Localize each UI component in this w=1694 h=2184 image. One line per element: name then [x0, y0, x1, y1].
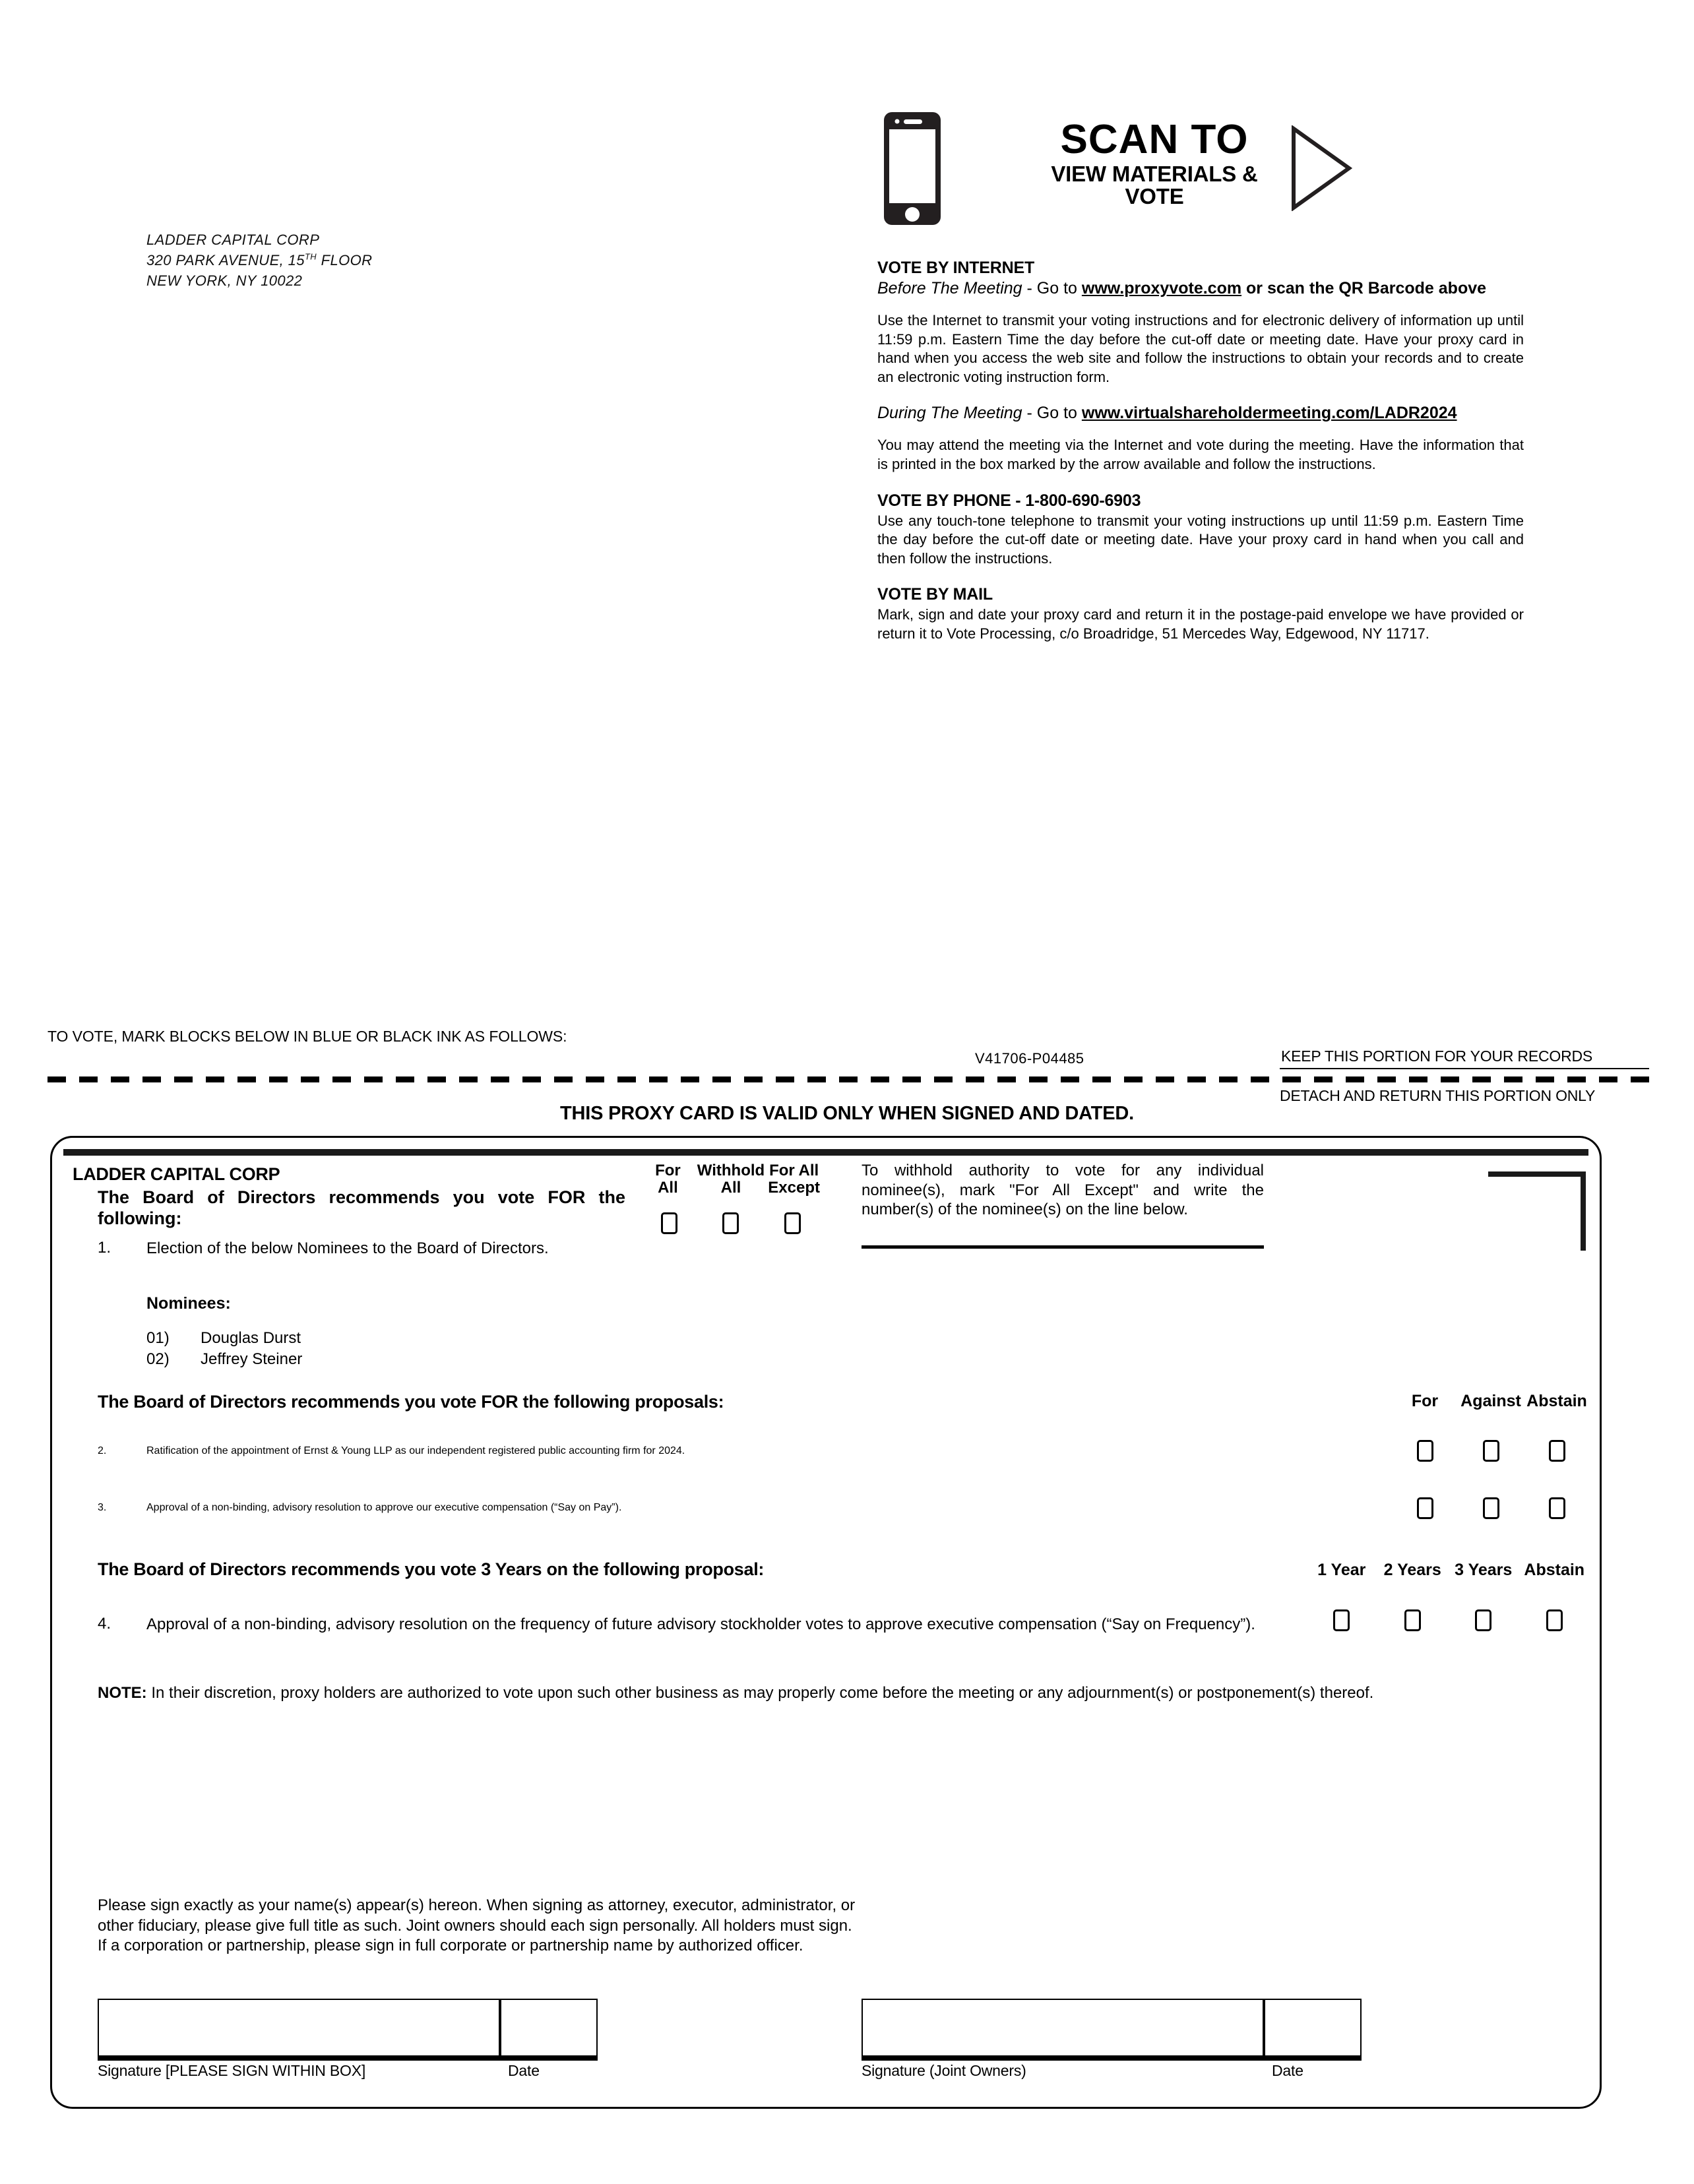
vote-by-mail-body: Mark, sign and date your proxy card and return it in the postage-paid envelope we have provided or return it to Vote Processing, c/o Broadridge, 51 Mercedes Way, Edgewood, NY 11717. — [877, 606, 1524, 642]
column-against: Against — [1460, 1392, 1521, 1410]
vote-by-phone-body: Use any touch-tone telephone to transmit your voting instructions up until 11:59 p.m. Eastern Time the day before the cut-off date or meeting date. Have your proxy card in hand when you call and then follow the instructions. — [877, 512, 1524, 567]
mark-blocks-note: TO VOTE, MARK BLOCKS BELOW IN BLUE OR BLACK INK AS FOLLOWS: — [47, 1028, 567, 1045]
proposal-2-number: 2. — [98, 1445, 107, 1456]
card-top-bar — [63, 1149, 1588, 1156]
signature-date-input[interactable] — [500, 1999, 598, 2057]
column-for-all-except: For All Except — [768, 1162, 820, 1197]
recommendation-for-following: The Board of Directors recommends you vote FOR the following: — [98, 1187, 625, 1228]
scan-to-subtitle: VIEW MATERIALS & VOTE — [1051, 161, 1258, 209]
checkbox-prop4-3-years[interactable] — [1475, 1609, 1491, 1631]
checkbox-prop2-for[interactable] — [1417, 1440, 1433, 1462]
triangle-arrow-icon — [1290, 125, 1352, 214]
address-company: LADDER CAPITAL CORP — [146, 232, 320, 248]
proposal-1-text: Election of the below Nominees to the Board of Directors. — [146, 1239, 549, 1257]
proposal-3-vote-boxes — [1392, 1497, 1590, 1519]
checkbox-prop2-against[interactable] — [1483, 1440, 1499, 1462]
joint-signature-rule — [862, 2057, 1362, 2061]
proposal-1-number: 1. — [98, 1239, 111, 1257]
recommendation-frequency: The Board of Directors recommends you vote 3 Years on the following proposal: — [98, 1559, 765, 1579]
joint-signature-input[interactable] — [862, 1999, 1264, 2057]
control-number-corner-bracket — [1488, 1171, 1586, 1251]
joint-signature-date-caption: Date — [1272, 2062, 1303, 2079]
detach-portion-label: DETACH AND RETURN THIS PORTION ONLY — [1280, 1087, 1596, 1104]
during-meeting-body: You may attend the meeting via the Internet and vote during the meeting. Have the information that is printed in the box marked by the arrow available and follow the instructions. — [877, 437, 1524, 472]
nominees-list — [146, 1328, 302, 1370]
column-withhold-all: Withhold All — [697, 1162, 765, 1197]
column-abstain: Abstain — [1524, 1561, 1585, 1579]
checkbox-prop3-against[interactable] — [1483, 1497, 1499, 1519]
before-meeting-line: Before The Meeting - Go to www.proxyvote.com or scan the QR Barcode above — [877, 279, 1487, 297]
valid-when-signed-notice: THIS PROXY CARD IS VALID ONLY WHEN SIGNED AND DATED. — [560, 1103, 1134, 1124]
list-item — [146, 1328, 302, 1349]
nominee-name: Douglas Durst — [201, 1329, 301, 1347]
vote-by-phone-heading: VOTE BY PHONE - 1-800-690-6903 — [877, 491, 1141, 510]
checkbox-prop4-1-year[interactable] — [1333, 1609, 1350, 1631]
scan-to-title: SCAN TO — [1060, 117, 1249, 162]
joint-signature-caption: Signature (Joint Owners) — [862, 2062, 1026, 2079]
proposal-4-vote-boxes — [1306, 1609, 1590, 1631]
mailing-address — [146, 230, 608, 292]
recommendation-for-proposals: The Board of Directors recommends you vote FOR the following proposals: — [98, 1392, 724, 1412]
checkbox-prop3-for[interactable] — [1417, 1497, 1433, 1519]
column-3-years: 3 Years — [1455, 1561, 1513, 1579]
checkbox-prop4-2-years[interactable] — [1404, 1609, 1421, 1631]
nominee-index: 01) — [146, 1329, 170, 1347]
column-abstain: Abstain — [1526, 1392, 1587, 1410]
voting-instructions — [877, 259, 1524, 644]
note-text: In their discretion, proxy holders are authorized to vote upon such other business as may properly come before the meeting or any adjournment(s) or postponement(s) thereof. — [146, 1684, 1374, 1702]
proposal-3-text: Approval of a non-binding, advisory resolution to approve our executive compensation (“Say on Pay”). — [146, 1502, 622, 1513]
proposal-3-number: 3. — [98, 1502, 107, 1513]
checkbox-prop1-withhold-all[interactable] — [722, 1212, 739, 1234]
note-label: NOTE: — [98, 1684, 147, 1702]
control-number: V41706-P04485 — [975, 1050, 1084, 1067]
tear-line — [47, 1076, 1649, 1082]
during-meeting-line: During The Meeting - Go to www.virtualshareholdermeeting.com/LADR2024 — [877, 404, 1457, 423]
nominee-index: 02) — [146, 1350, 170, 1369]
withhold-authority-note: To withhold authority to vote for any individual nominee(s), mark "For All Except" and write the number(s) of the nominee(s) on the line below. — [862, 1162, 1264, 1219]
signature-instructions: Please sign exactly as your name(s) appear(s) hereon. When signing as attorney, executor, administrator, or other fiduciary, please give full title as such. Joint owners should each sign personally. All holders must sign. If a corporation or partnership, please sign in full corporate or partnership name by authorized officer. — [98, 1896, 856, 1955]
proposal-4-number: 4. — [98, 1615, 111, 1633]
address-street: 320 PARK AVENUE, 15TH FLOOR — [146, 251, 373, 269]
frequency-column-headers — [1306, 1561, 1590, 1580]
vote-by-mail-heading: VOTE BY MAIL — [877, 585, 993, 604]
withhold-write-in-line[interactable] — [862, 1245, 1264, 1249]
for-against-abstain-headers — [1392, 1392, 1590, 1411]
checkbox-prop1-for-all[interactable] — [661, 1212, 677, 1234]
vote-by-internet-body: Use the Internet to transmit your voting instructions and for electronic delivery of information up until 11:59 p.m. Eastern Time the day before the cut-off date or meeting date. Have your proxy card in hand when you access the web site and follow the instructions to obtain your records and to create an electronic voting instruction form. — [877, 312, 1524, 385]
checkbox-prop3-abstain[interactable] — [1549, 1497, 1565, 1519]
signature-caption: Signature [PLEASE SIGN WITHIN BOX] — [98, 2062, 366, 2079]
proposal-4-text: Approval of a non-binding, advisory resolution on the frequency of future advisory stockholder votes to approve executive compensation (“Say on Frequency”). — [146, 1615, 1255, 1633]
list-item — [146, 1349, 302, 1370]
proposal-2-vote-boxes — [1392, 1440, 1590, 1462]
signature-rule — [98, 2057, 598, 2061]
column-1-year: 1 Year — [1317, 1561, 1366, 1579]
nominees-label: Nominees: — [146, 1294, 231, 1313]
keep-portion-rule — [1280, 1068, 1649, 1069]
checkbox-prop4-abstain[interactable] — [1546, 1609, 1563, 1631]
director-vote-column-headers — [639, 1162, 823, 1197]
checkbox-prop2-abstain[interactable] — [1549, 1440, 1565, 1462]
discretion-note — [98, 1683, 1391, 1703]
checkbox-prop1-for-all-except[interactable] — [784, 1212, 801, 1234]
nominee-name: Jeffrey Steiner — [201, 1350, 303, 1369]
mobile-phone-icon — [883, 111, 942, 230]
signature-input[interactable] — [98, 1999, 500, 2057]
scan-to-banner — [877, 106, 1352, 231]
column-for-all: For All — [655, 1162, 681, 1197]
address-city-state-zip: NEW YORK, NY 10022 — [146, 272, 303, 290]
column-2-years: 2 Years — [1383, 1561, 1441, 1579]
signature-date-caption: Date — [508, 2062, 540, 2079]
proposal-2-text: Ratification of the appointment of Ernst & Young LLP as our independent registered public accounting firm for 2024. — [146, 1445, 685, 1456]
scan-banner-text — [1029, 117, 1280, 209]
virtual-meeting-link[interactable]: www.virtualshareholdermeeting.com/LADR2024 — [1081, 404, 1457, 423]
proposal-1-vote-boxes — [639, 1212, 823, 1234]
proxyvote-link[interactable]: www.proxyvote.com — [1081, 279, 1242, 297]
card-company-name: LADDER CAPITAL CORP — [73, 1164, 280, 1184]
joint-signature-date-input[interactable] — [1264, 1999, 1362, 2057]
column-for: For — [1411, 1392, 1439, 1410]
keep-portion-label: KEEP THIS PORTION FOR YOUR RECORDS — [1281, 1047, 1593, 1065]
vote-by-internet-heading: VOTE BY INTERNET — [877, 259, 1035, 277]
